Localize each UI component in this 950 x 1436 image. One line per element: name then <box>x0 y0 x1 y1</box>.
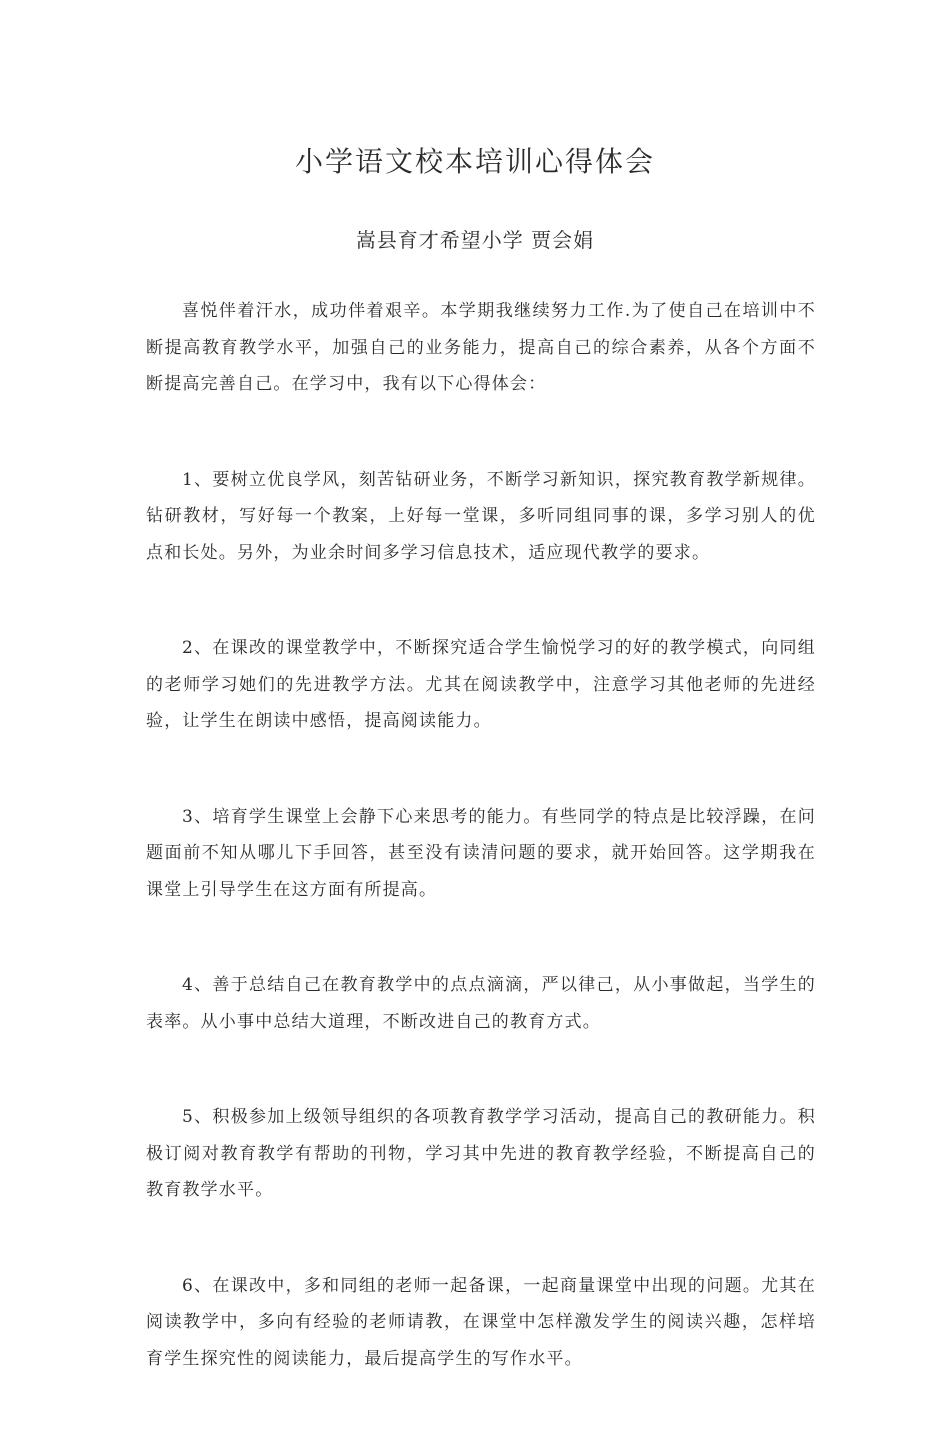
document-body <box>146 293 816 1436</box>
paragraph-point-4: 4、善于总结自己在教育教学中的点点滴滴，严以律己，从小事做起，当学生的表率。从小事中总结大道理，不断改进自己的教育方式。 <box>146 975 816 1032</box>
paragraph-point-6: 6、在课改中，多和同组的老师一起备课，一起商量课堂中出现的问题。尤其在阅读教学中，多向有经验的老师请教，在课堂中怎样激发学生的阅读兴趣，怎样培育学生探究性的阅读能力，最后提高学生的写作水平。 <box>146 1275 816 1369</box>
paragraph-intro: 喜悦伴着汗水，成功伴着艰辛。本学期我继续努力工作.为了使自己在培训中不断提高教育教学水平，加强自己的业务能力，提高自己的综合素养，从各个方面不断提高完善自己。在学习中，我有以下心得体会： <box>146 301 816 394</box>
paragraph-point-2: 2、在课改的课堂教学中，不断探究适合学生愉悦学习的好的教学模式，向同组的老师学习她们的先进教学方法。尤其在阅读教学中，注意学习其他老师的先进经验，让学生在朗读中感悟，提高阅读能力。 <box>146 638 816 731</box>
paragraph-point-5: 5、积极参加上级领导组织的各项教育教学学习活动，提高自己的教研能力。积极订阅对教育教学有帮助的刊物，学习其中先进的教育教学经验，不断提高自己的教育教学水平。 <box>146 1107 816 1200</box>
document-title: 小学语文校本培训心得体会 <box>294 145 655 178</box>
paragraph-point-3: 3、培育学生课堂上会静下心来思考的能力。有些同学的特点是比较浮躁，在问题面前不知从哪儿下手回答，甚至没有读清问题的要求，就开始回答。这学期我在课堂上引导学生在这方面有所提高。 <box>146 806 816 900</box>
author-line: 嵩县育才希望小学 贾会娟 <box>355 228 595 252</box>
paragraph-point-1: 1、要树立优良学风，刻苦钻研业务，不断学习新知识，探究教育教学新规律。钻研教材，写好每一个教案，上好每一堂课，多听同组同事的课，多学习别人的优点和长处。另外，为业余时间多学习信息技术，适应现代教学的要求。 <box>146 469 816 563</box>
